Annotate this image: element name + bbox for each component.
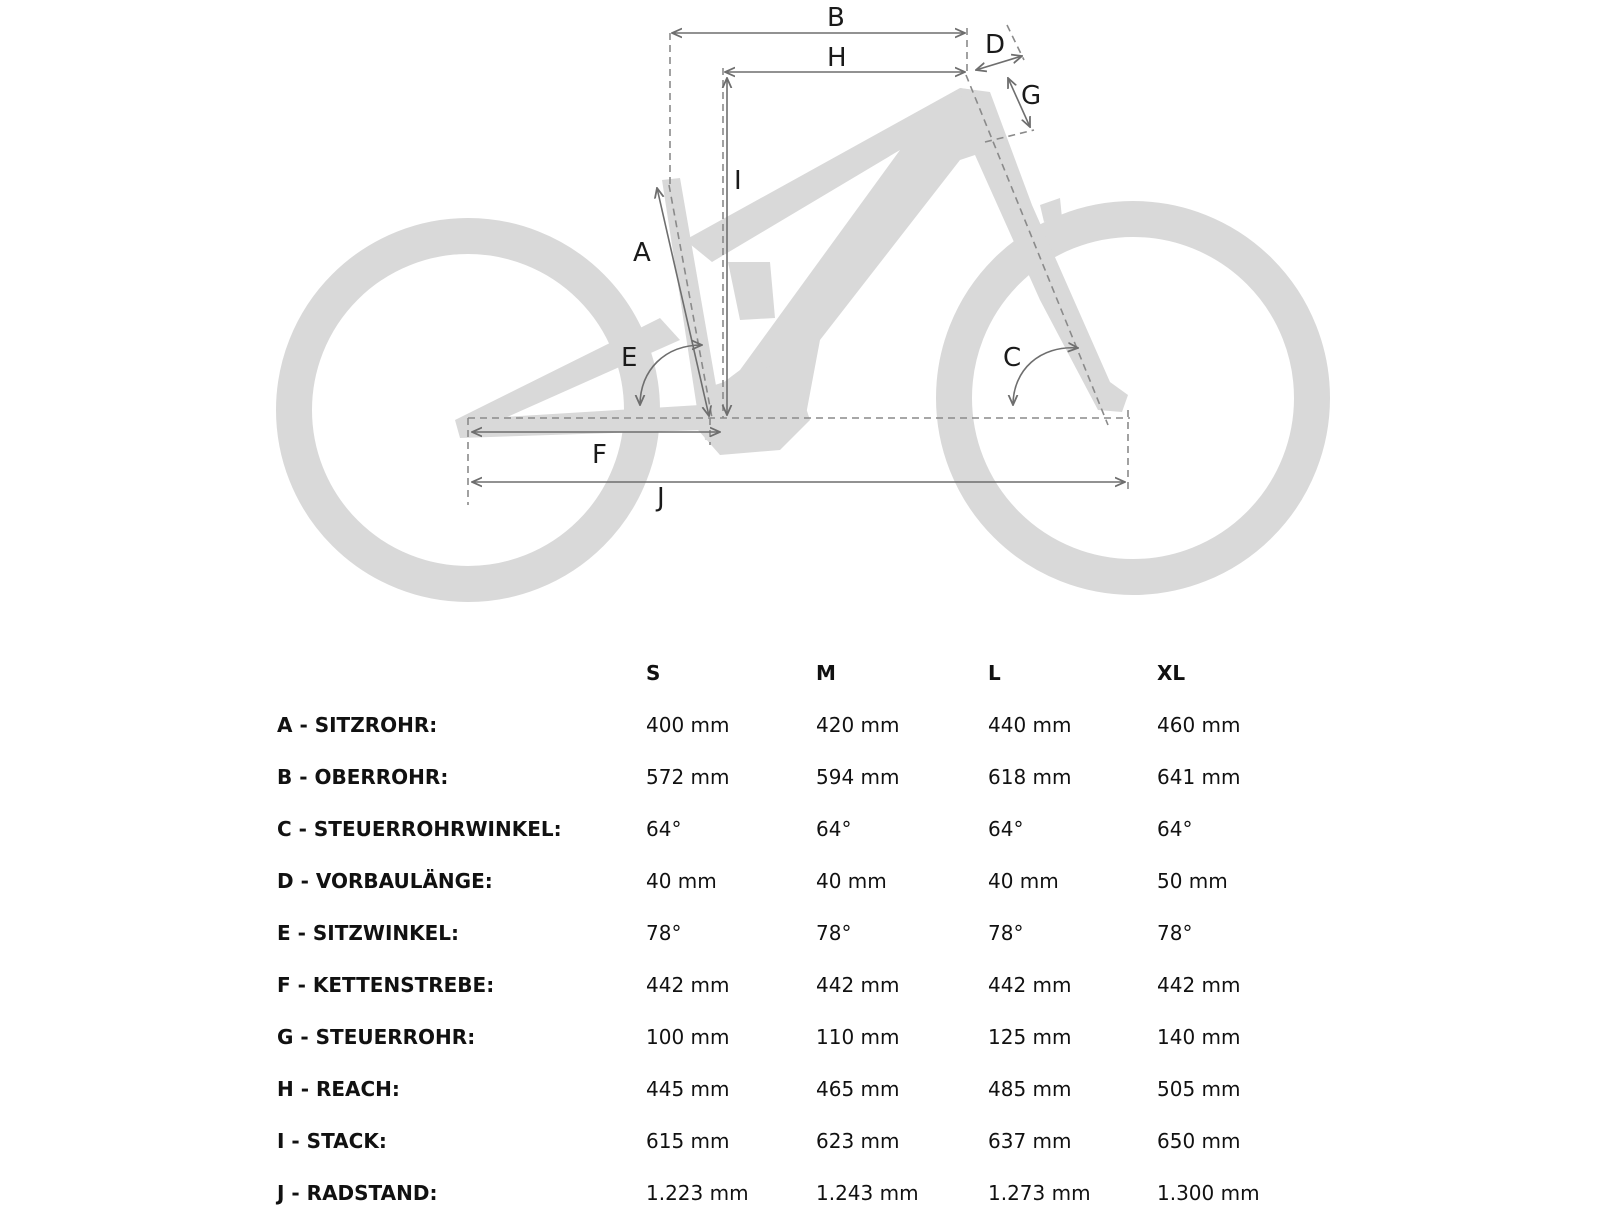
row-label: F - KETTENSTREBE:	[277, 973, 495, 997]
table-row	[277, 1128, 1317, 1180]
row-value: 40 mm	[646, 869, 717, 893]
row-label: A - SITZROHR:	[277, 713, 438, 737]
row-value: 485 mm	[988, 1077, 1072, 1101]
row-value: 442 mm	[988, 973, 1072, 997]
table-header-row	[277, 660, 1317, 712]
row-label: C - STEUERROHRWINKEL:	[277, 817, 562, 841]
table-row	[277, 712, 1317, 764]
label-h: H	[827, 43, 847, 73]
label-j: J	[657, 483, 665, 513]
row-value: 1.273 mm	[988, 1181, 1091, 1205]
size-header-l: L	[988, 661, 1001, 685]
row-value: 1.243 mm	[816, 1181, 919, 1205]
row-value: 125 mm	[988, 1025, 1072, 1049]
row-value: 420 mm	[816, 713, 900, 737]
row-label: J - RADSTAND:	[277, 1181, 438, 1205]
row-value: 442 mm	[1157, 973, 1241, 997]
row-value: 572 mm	[646, 765, 730, 789]
row-value: 618 mm	[988, 765, 1072, 789]
row-value: 40 mm	[816, 869, 887, 893]
table-row	[277, 1076, 1317, 1128]
row-value: 623 mm	[816, 1129, 900, 1153]
row-value: 594 mm	[816, 765, 900, 789]
row-value: 637 mm	[988, 1129, 1072, 1153]
table-row	[277, 764, 1317, 816]
row-label: H - REACH:	[277, 1077, 400, 1101]
row-value: 64°	[646, 817, 682, 841]
row-value: 442 mm	[816, 973, 900, 997]
row-value: 50 mm	[1157, 869, 1228, 893]
row-value: 460 mm	[1157, 713, 1241, 737]
table-row	[277, 1024, 1317, 1076]
label-b: B	[827, 3, 845, 33]
label-e: E	[621, 343, 638, 373]
row-value: 64°	[816, 817, 852, 841]
row-label: B - OBERROHR:	[277, 765, 449, 789]
row-value: 78°	[646, 921, 682, 945]
table-row	[277, 920, 1317, 972]
row-value: 100 mm	[646, 1025, 730, 1049]
size-header-xl: XL	[1157, 661, 1186, 685]
front-wheel	[954, 219, 1312, 577]
row-value: 400 mm	[646, 713, 730, 737]
row-value: 615 mm	[646, 1129, 730, 1153]
row-value: 1.223 mm	[646, 1181, 749, 1205]
row-value: 40 mm	[988, 869, 1059, 893]
label-i: I	[734, 166, 742, 196]
row-label: G - STEUERROHR:	[277, 1025, 476, 1049]
label-f: F	[592, 440, 607, 470]
row-value: 78°	[1157, 921, 1193, 945]
table-row	[277, 972, 1317, 1024]
row-value: 64°	[988, 817, 1024, 841]
geometry-table	[277, 660, 1317, 1232]
row-value: 505 mm	[1157, 1077, 1241, 1101]
row-label: E - SITZWINKEL:	[277, 921, 460, 945]
row-value: 465 mm	[816, 1077, 900, 1101]
row-label: I - STACK:	[277, 1129, 387, 1153]
row-value: 442 mm	[646, 973, 730, 997]
row-value: 140 mm	[1157, 1025, 1241, 1049]
size-header-s: S	[646, 661, 661, 685]
size-header-m: M	[816, 661, 836, 685]
row-value: 110 mm	[816, 1025, 900, 1049]
label-g: G	[1021, 81, 1042, 111]
row-label: D - VORBAULÄNGE:	[277, 869, 493, 893]
label-a: A	[633, 238, 651, 268]
rear-wheel	[294, 236, 642, 584]
row-value: 78°	[988, 921, 1024, 945]
table-row	[277, 1180, 1317, 1232]
row-value: 440 mm	[988, 713, 1072, 737]
table-row	[277, 868, 1317, 920]
row-value: 1.300 mm	[1157, 1181, 1260, 1205]
row-value: 650 mm	[1157, 1129, 1241, 1153]
label-d: D	[985, 30, 1006, 60]
angle-c-arc	[1013, 348, 1078, 405]
row-value: 641 mm	[1157, 765, 1241, 789]
table-row	[277, 816, 1317, 868]
label-c: C	[1003, 343, 1022, 373]
row-value: 78°	[816, 921, 852, 945]
row-value: 445 mm	[646, 1077, 730, 1101]
row-value: 64°	[1157, 817, 1193, 841]
